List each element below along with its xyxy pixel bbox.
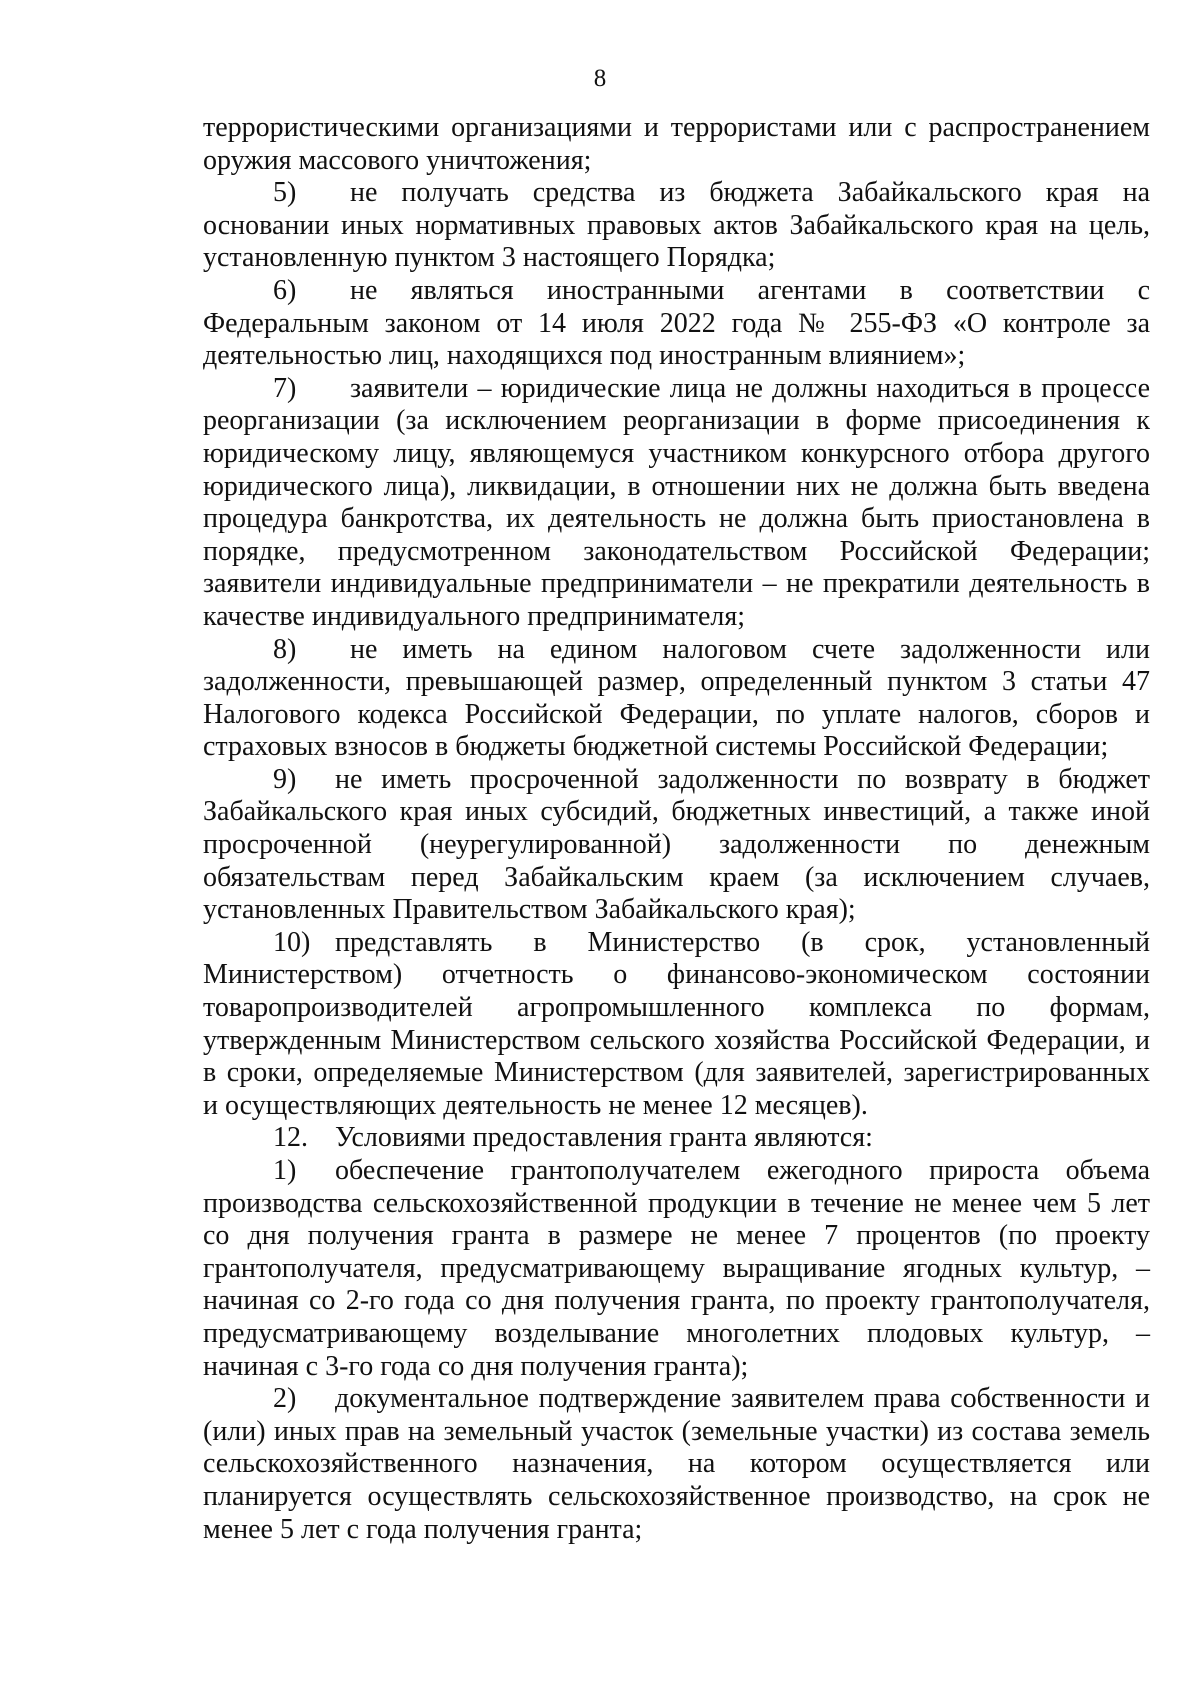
item-number: 1) [273, 1155, 297, 1186]
paragraph-item-7 [203, 373, 1150, 634]
item-number: 2) [273, 1383, 297, 1415]
paragraph-text: Условиями предоставления гранта являются: [335, 1122, 873, 1154]
paragraph-item-8 [203, 634, 1150, 764]
paragraph-condition-1 [203, 1155, 1150, 1383]
item-number: 9) [273, 763, 297, 795]
document-body [203, 112, 1150, 1546]
paragraph-text: не иметь на едином налоговом счете задолженности или задолженности, превышающей размер, определенный пунктом 3 статьи 47 Налогового кодекса Российской Федерации, по уплате налогов, сборов и страховых взносов в бюджеты бюджетной системы Российской Федерации; [203, 633, 1150, 763]
paragraph-item-9 [203, 764, 1150, 927]
paragraph-section-12 [203, 1122, 1150, 1155]
item-number: 7) [273, 372, 297, 404]
paragraph-text: террористическими организациями и террористами или с распространением оружия массового уничтожения; [203, 112, 1150, 176]
item-number: 10) [273, 926, 311, 958]
paragraph-continuation [203, 112, 1150, 177]
paragraph-item-10 [203, 927, 1150, 1123]
paragraph-text: обеспечение грантополучателем ежегодного прироста объема производства сельскохозяйственной продукции в течение не менее чем 5 лет со дня получения гранта в размере не менее 7 процентов (по проекту грантополучателя, предусматривающему выращивание ягодных культур, – начиная со 2-го года со дня получения гранта, по проекту грантополучателя, предусматривающему возделывание многолетних плодовых культур, – начиная с 3-го года со дня получения гранта); [203, 1155, 1150, 1382]
paragraph-text: не являться иностранными агентами в соответствии с Федеральным законом от 14 июля 2022 года № 255-ФЗ «О контроле за деятельностью лиц, находящихся под иностранным влиянием»; [203, 274, 1150, 372]
page-number: 8 [593, 65, 607, 92]
paragraph-text: документальное подтверждение заявителем права собственности и (или) иных прав на земельный участок (земельные участки) из состава земель сельскохозяйственного назначения, на котором осуществляется или планируется осуществлять сельскохозяйственное производство, на срок не менее 5 лет с года получения гранта; [203, 1383, 1150, 1545]
paragraph-text: не иметь просроченной задолженности по возврату в бюджет Забайкальского края иных субсидий, бюджетных инвестиций, а также иной просроченной (неурегулированной) задолженности по денежным обязательствам перед Забайкальским краем (за исключением случаев, установленных Правительством Забайкальского края); [203, 763, 1150, 926]
paragraph-item-6 [203, 275, 1150, 373]
item-number: 6) [273, 274, 297, 306]
item-number: 8) [273, 633, 297, 665]
item-number: 5) [273, 177, 297, 209]
paragraph-condition-2 [203, 1383, 1150, 1546]
paragraph-item-5 [203, 177, 1150, 275]
paragraph-text: не получать средства из бюджета Забайкальского края на основании иных нормативных правовых актов Забайкальского края на цель, установленную пунктом 3 настоящего Порядка; [203, 177, 1150, 274]
section-number: 12. [273, 1122, 308, 1154]
paragraph-text: представлять в Министерство (в срок, установленный Министерством) отчетность о финансово-экономическом состоянии товаропроизводителей агропромышленного комплекса по формам, утвержденным Министерством сельского хозяйства Российской Федерации, и в сроки, определяемые Министерством (для заявителей, зарегистрированных и осуществляющих деятельность не менее 12 месяцев). [203, 926, 1150, 1121]
paragraph-text: заявители – юридические лица не должны находиться в процессе реорганизации (за исключением реорганизации в форме присоединения к юридическому лицу, являющемуся участником конкурсного отбора другого юридического лица), ликвидации, в отношении них не должна быть введена процедура банкротства, их деятельность не должна быть приостановлена в порядке, предусмотренном законодательством Российской Федерации; заявители индивидуальные предприниматели – не прекратили деятельность в качестве индивидуального предпринимателя; [203, 372, 1150, 632]
